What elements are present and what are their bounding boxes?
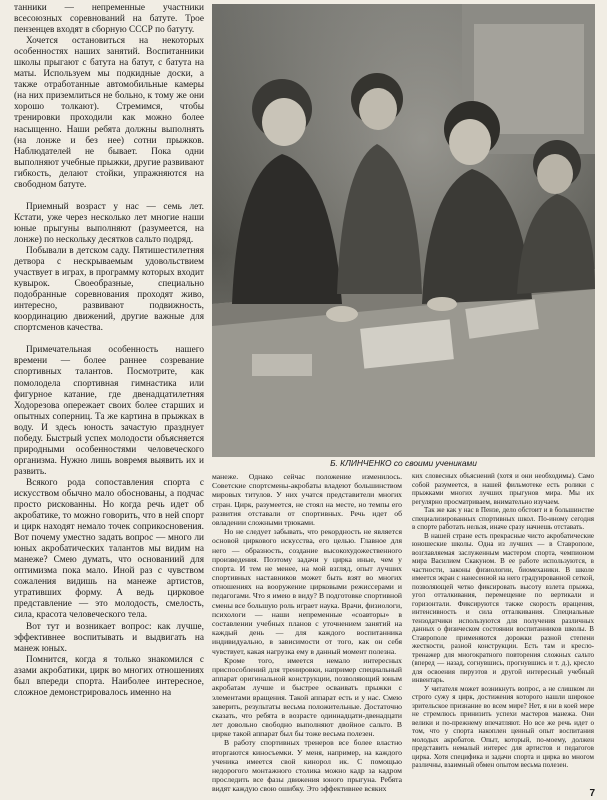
- paragraph: В нашей стране есть прекрасные чисто акробатические юношеские школы. Одна из лучших — в Ставрополе, возглавляемая заслуженным мастером спорта, чемпионом мира Василием Скакуном. В ее работе используются, в частности, законы физиологии, биомеханики. В школе имеется экран с нанесенной на него градуированной сеткой, позволяющей четко фиксировать высоту взлета прыжка, угол отталкивания, перемещение по вертикали и горизонтали. Фиксируются также скорость вращения, интенсивность и сила отталкивания. Специальные тензодатчики используются для получения различных данных о физическом состоянии воспитанников школы. В Ставрополе применяются дорожки разной степени жесткости, разной конструкции. Есть там и кресло-тренажер для многократного повторения сложных сальто (вперед — назад, согнувшись, прогнувшись и т. д.), кресло для освоения пируэтов и другой интересный учебный инвентарь.: [412, 531, 594, 684]
- text-column-right: [412, 472, 594, 770]
- paragraph: Примечательная особенность нашего времени — более раннее созревание спортивных талантов. Посмотрите, как помолодела спортивная гимнастика или фигурное катание, где двенадцатилетняя Ходорезова опережает своих более старших и опытных соперниц. Та же картина в прыжках в воду. И здесь юность зачастую празднует победу. Быстрый успех молодости объясняется природными особенностями человеческого организма. Нужно лишь вовремя выявить их и развить.: [14, 345, 204, 477]
- paragraph: В работу спортивных тренеров все более властно вторгаются киносъемки. У меня, например, на каждого ученика имеется свой кинорол ик. С помощью недорогого монтажного столика можно кадр за кадром проследить все фазы движения юного прыгуна. Ребята видят каждую свою ошибку. Это эффективнее всяких: [212, 738, 402, 794]
- page-number: 7: [589, 788, 595, 799]
- paragraph: ких словесных объяснений (хотя и они необходимы). Само собой разумеется, в нашей фильмотеке есть ролики с прыжками многих лучших прыгунов мира. Мы их регулярно просматриваем, внимательно изучаем.: [412, 472, 594, 506]
- paragraph: Вот тут и возникает вопрос: как лучше, эффективнее воспитывать и выдвигать на манеж юных.: [14, 621, 204, 654]
- paragraph: Так же как у нас в Пензе, дело обстоит и в большинстве специализированных спортивных школ. По-иному сегодня в спорте работать нельзя, иначе сразу начнешь отставать.: [412, 506, 594, 531]
- paragraph: Помнится, когда я только знакомился с азами акробатики, цирк во многих отношениях был впереди спорта. Наиболее интересное, сложное демонстрировалось именно на: [14, 654, 204, 698]
- paragraph: Кроме того, имеется немало интересных приспособлений для тренировки, например специальный аппарат оригинальной конструкции, позволяющий юным акробатам лучше и быстрее осваивать прыжки с элементами вращения. Такой аппарат есть и у нас. Смею заверить, результаты весьма положительные. Достаточно сказать, что ребята в возрасте одиннадцати-двенадцати лет довольно свободно выполняют двойное сальто. В цирке такой аппарат был бы тоже весьма полезен.: [212, 655, 402, 739]
- photo-caption: Б. КЛИНЧЕНКО со своими учениками: [330, 458, 477, 468]
- paragraph: У читателя может возникнуть вопрос, а не слишком ли строго сужу я цирк, достижения которого нашли широкое зрительское признание во всем мире? Нет, я ни в коей мере не стремлюсь принизить успехи мастеров манежа. Они велики и по-прежнему впечатляют. Но все же речь идет о том, что у спорта накоплен ценный опыт воспитания молодых акробатов. Опыт, который, по-моему, должен представить немалый интерес для артистов и педагогов цирка. Хотя специфика и задачи спорта и цирка во многом различны, взаимный обмен опытом весьма полезен.: [412, 684, 594, 769]
- text-column-left: [14, 3, 204, 699]
- paragraph: Но не следует забывать, что рекордность не является основой циркового искусства, его целью. Главное для него — образность, создание высокохудожественного произведения. Поэтому задачи у цирка иные, чем у спорта. И тем не менее, на мой взгляд, опыт лучших спортивных наставников может быть взят во многих отношениях на вооружение цирковыми режиссерами и педагогами. Что я имею в виду? В подготовке спортивной смены все большую роль играет наука. Врачи, физиологи, психологи — наши непременные «соавторы» в составлении учебных планов с уточнением занятий на каждый день — для каждого воспитанника индивидуально, в зависимости от того, как он себя чувствует, какая нагрузка ему в данный момент полезна.: [212, 527, 402, 656]
- paragraph: Приемный возраст у нас — семь лет. Кстати, уже через несколько лет многие наши юные прыгуны выполняют (разумеется, на лонже) по нескольку десятков сальто подряд.: [14, 201, 204, 245]
- paragraph: Побывали в детском саду. Пятишестилетняя детвора с нескрываемым удовольствием участвует в играх, в программу которых входит кувырок. Своеобразные, специально подобранные соревнования проходят живо, интересно, развивают подвижность, координацию движений, другие важные для спортсменов качества.: [14, 245, 204, 334]
- paragraph: манеже. Однако сейчас положение изменилось. Советские спортсмены-акробаты владеют большинством мировых титулов. У них учатся представители многих стран. Цирк, разумеется, не стоял на месте, но темпы его развития отставали от спортивных. Речь идет об овладении сложными трюками.: [212, 472, 402, 527]
- coach-with-students-photo: [212, 4, 595, 457]
- paragraph: Всякого рода сопоставления спорта с искусством обычно мало обоснованы, а подчас просто рискованны. Но когда речь идет об акробатике, то можно говорить, что в ней спорт и цирк находят немало точек соприкосновения. Вот почему уместно задать вопрос — много ли юных акробатических талантов мы видим на манеже? Смею думать, что основаниий для оптимизма пока мало. Иной раз с чувством сожаления видишь на манеже артистов, утративших форму. А ведь цирковое представление — это молодость, смелость, сила, красота человеческого тела.: [14, 477, 204, 621]
- text-column-middle: [212, 472, 402, 794]
- paragraph: Хочется остановиться на некоторых особенностях наших занятий. Воспитанники школы прыгают с батута на батут, с батута на маты. Используем мы подкидные доски, а также отработанные автомобильные камеры (на них приземлиться не больно, к тому же они хорошо толкают). Стремимся, чтобы тренировки проходили как можно более насыщенно. Наши ребята должны выполнять (на лонже и без нее) сотни прыжков. Наблюдателей не бывает. Пока одни выполняют учебные прыжки, другие развивают гибкость, делают стойки, упражняются на свободном батуте.: [14, 36, 204, 190]
- paragraph: танники — непременные участники всесоюзных соревнований на батуте. Трое пензенцев входят в сборную СССР по батуту.: [14, 3, 204, 36]
